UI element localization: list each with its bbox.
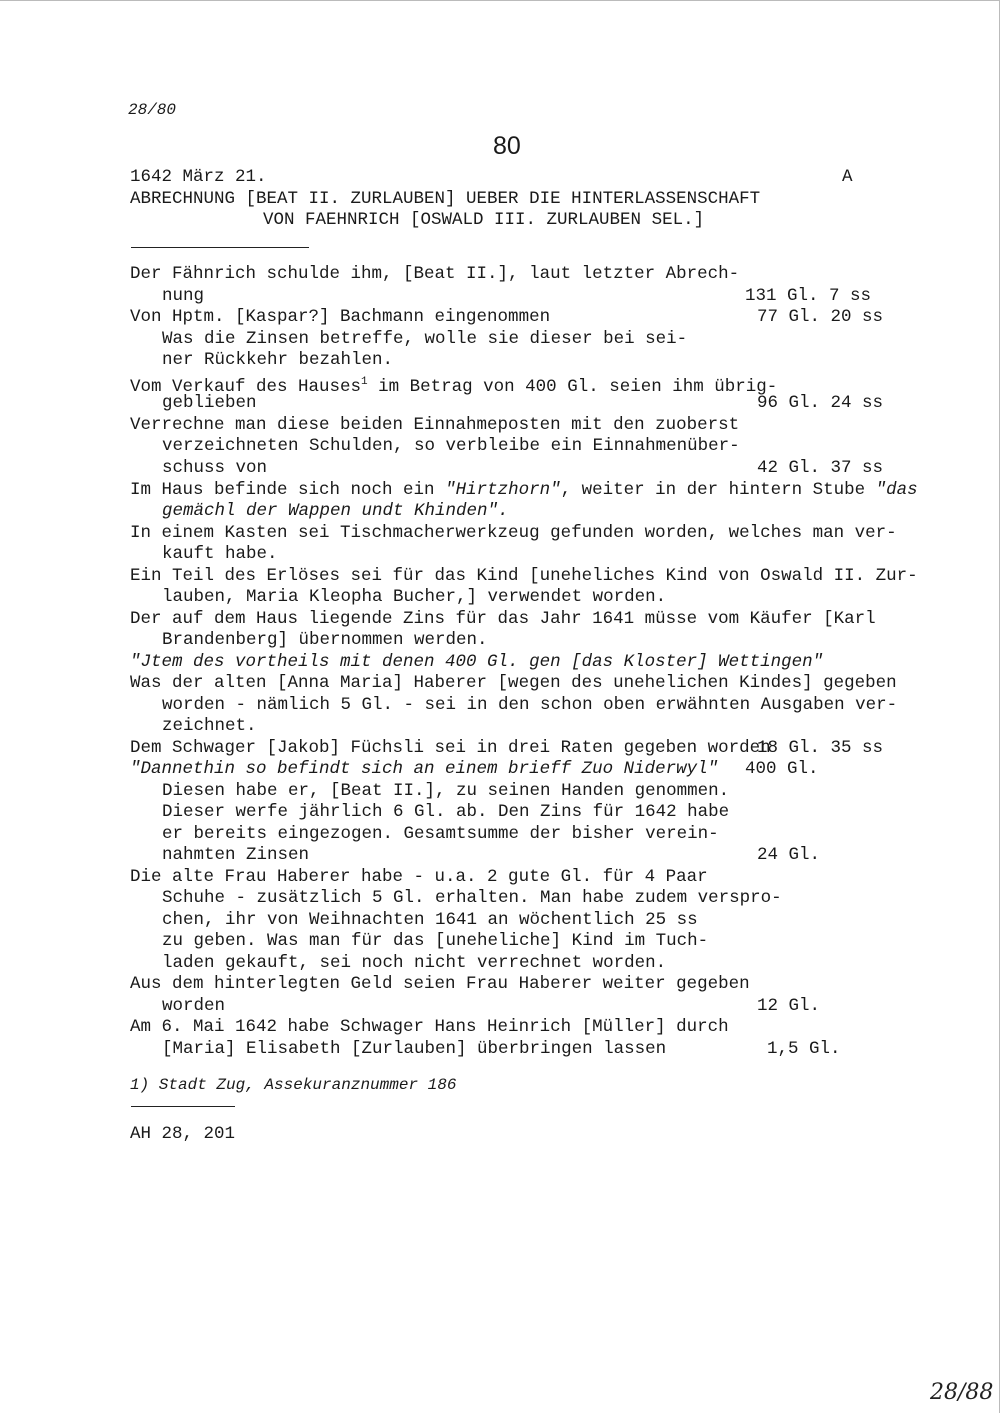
- para-haus-line1: [130, 480, 918, 502]
- entry-5-amount: 42 Gl. 37 ss: [757, 458, 884, 478]
- header-date: 1642 März 21.: [130, 167, 267, 187]
- header-title-line1: ABRECHNUNG [BEAT II. ZURLAUBEN] UEBER DIE HINTERLASSENSCHAFT: [130, 189, 761, 209]
- entry-1-amount: 131 Gl. 7 ss: [745, 286, 872, 306]
- para-alten-line3: zeichnet.: [162, 716, 257, 736]
- entry-5-line2: verzeichneten Schulden, so verbleibe ein Einnahmenüber-: [162, 436, 740, 456]
- para-haus-quote2a: "das: [875, 480, 918, 500]
- entry-4-amount: 96 Gl. 24 ss: [757, 393, 884, 413]
- entry-4-text: Vom Verkauf des Hauses: [130, 376, 362, 397]
- entry-1-line1: Der Fähnrich schulde ihm, [Beat II.], laut letzter Abrech-: [130, 264, 740, 284]
- footnote-mark: 1: [361, 376, 368, 388]
- para-schwager-amount: 18 Gl. 35 ss: [757, 738, 884, 758]
- scan-edge-top: [0, 0, 1000, 1]
- entry-1-line2: nung: [162, 286, 205, 306]
- page-number: 80: [493, 132, 521, 160]
- para-aus-line1: Aus dem hinterlegten Geld seien Frau Haberer weiter gegeben: [130, 974, 750, 994]
- entry-2-amount: 77 Gl. 20 ss: [757, 307, 884, 327]
- entry-3-line1: Was die Zinsen betreffe, wolle sie dieser bei sei-: [162, 329, 688, 349]
- para-jtem: "Jtem des vortheils mit denen 400 Gl. gen [das Kloster] Wettingen": [130, 652, 824, 672]
- para-frau-line1: Die alte Frau Haberer habe - u.a. 2 gute Gl. für 4 Paar: [130, 867, 708, 887]
- para-dann: "Dannethin so befindt sich an einem brieff Zuo Niderwyl": [130, 759, 719, 779]
- para-haus-line2: gemächl der Wappen undt Khinden".: [162, 501, 509, 521]
- handwritten-ref: 28/88: [930, 1380, 994, 1405]
- para-diesen-line3: er bereits eingezogen. Gesamtsumme der bisher verein-: [162, 824, 719, 844]
- footer-rule: [131, 1106, 235, 1107]
- entry-4-rest: im Betrag von 400 Gl. seien ihm übrig-: [367, 376, 778, 397]
- para-diesen-line1: Diesen habe er, [Beat II.], zu seinen Handen genommen.: [162, 781, 730, 801]
- header-title-line2: VON FAEHNRICH [OSWALD III. ZURLAUBEN SEL.]: [263, 210, 705, 230]
- para-frau-line5: laden gekauft, sei noch nicht verrechnet worden.: [162, 953, 667, 973]
- para-aus-amount: 12 Gl.: [757, 996, 821, 1016]
- entry-3-line2: ner Rückkehr bezahlen.: [162, 350, 394, 370]
- para-zins-line2: Brandenberg] übernommen werden.: [162, 630, 488, 650]
- para-haus-quote1: "Hirtzhorn": [445, 480, 561, 500]
- para-diesen-amount: 24 Gl.: [757, 845, 821, 865]
- header-category: A: [842, 167, 853, 187]
- para-teil-line2: lauben, Maria Kleopha Bucher,] verwendet worden.: [162, 587, 667, 607]
- para-alten-line1: Was der alten [Anna Maria] Haberer [wegen des unehelichen Kindes] gegeben: [130, 673, 897, 693]
- para-mai-amount: 1,5 Gl.: [767, 1039, 841, 1059]
- archive-ref-top: 28/80: [128, 101, 177, 119]
- para-kasten-line2: kauft habe.: [162, 544, 278, 564]
- entry-5-line1: Verrechne man diese beiden Einnahmeposten mit den zuoberst: [130, 415, 740, 435]
- para-frau-line4: zu geben. Was man für das [uneheliche] Kind im Tuch-: [162, 931, 709, 951]
- entry-2-line1: Von Hptm. [Kaspar?] Bachmann eingenommen: [130, 307, 551, 327]
- para-schwager: Dem Schwager [Jakob] Füchsli sei in drei Raten gegeben worden: [130, 738, 771, 758]
- para-mai-line2: [Maria] Elisabeth [Zurlauben] überbringen lassen: [162, 1039, 667, 1059]
- para-dann-amount: 400 Gl.: [745, 759, 819, 779]
- para-diesen-line2: Dieser werfe jährlich 6 Gl. ab. Den Zins für 1642 habe: [162, 802, 730, 822]
- para-alten-line2: worden - nämlich 5 Gl. - sei in den schon oben erwähnten Ausgaben ver-: [162, 695, 898, 715]
- para-zins-line1: Der auf dem Haus liegende Zins für das Jahr 1641 müsse vom Käufer [Karl: [130, 609, 876, 629]
- para-aus-line2: worden: [162, 996, 226, 1016]
- source-ref: AH 28, 201: [130, 1124, 236, 1144]
- entry-4-line2: geblieben: [162, 393, 257, 413]
- header-rule: [131, 247, 309, 248]
- para-teil-line1: Ein Teil des Erlöses sei für das Kind [uneheliches Kind von Oswald II. Zur-: [130, 566, 918, 586]
- para-kasten-line1: In einem Kasten sei Tischmacherwerkzeug gefunden worden, welches man ver-: [130, 523, 897, 543]
- para-mai-line1: Am 6. Mai 1642 habe Schwager Hans Heinrich [Müller] durch: [130, 1017, 729, 1037]
- entry-5-line3: schuss von: [162, 458, 268, 478]
- footnote: 1) Stadt Zug, Assekuranznummer 186: [130, 1076, 457, 1094]
- para-frau-line3: chen, ihr von Weihnachten 1641 an wöchentlich 25 ss: [162, 910, 698, 930]
- para-haus-text2: , weiter in der hintern Stube: [560, 480, 876, 500]
- para-frau-line2: Schuhe - zusätzlich 5 Gl. erhalten. Man habe zudem verspro-: [162, 888, 782, 908]
- para-diesen-line4: nahmten Zinsen: [162, 845, 310, 865]
- para-haus-text1: Im Haus befinde sich noch ein: [130, 480, 446, 500]
